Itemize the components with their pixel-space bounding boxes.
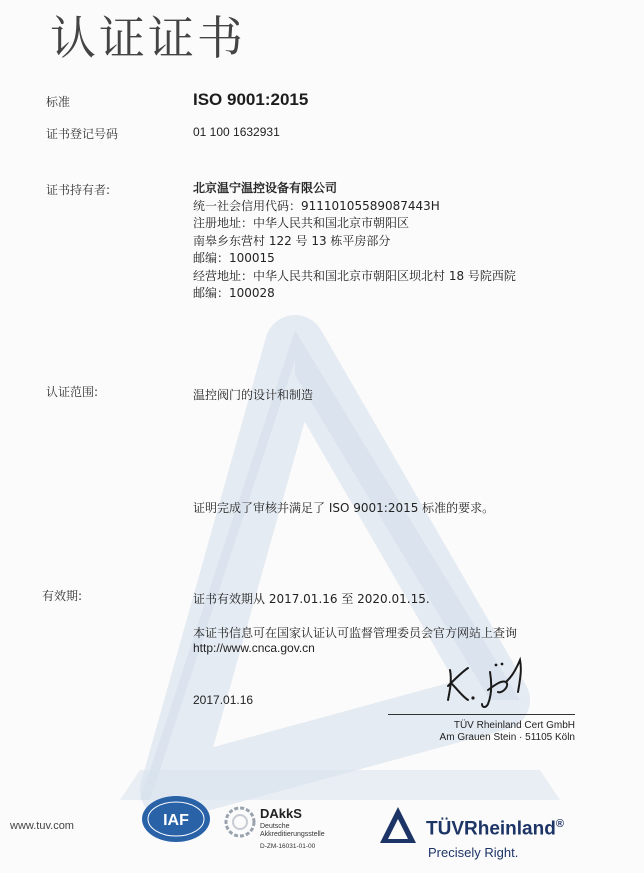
issue-date: 2017.01.16 <box>193 693 254 707</box>
holder-biz-postcode: 邮编：100028 <box>193 286 275 300</box>
tuv-registered-mark: ® <box>555 818 564 830</box>
dakks-sub2: Akkreditierungsstelle <box>260 831 325 838</box>
dakks-name: DAkkS <box>260 806 302 821</box>
footer-website[interactable]: www.tuv.com <box>10 820 74 832</box>
tuv-brand-text: TÜVRheinland <box>426 818 556 840</box>
iaf-label: IAF <box>163 812 189 829</box>
issuer-block <box>388 720 575 744</box>
signature-line <box>388 714 575 715</box>
holder-biz-address: 经营地址：中华人民共和国北京市朝阳区坝北村 18 号院西院 <box>193 268 516 283</box>
standard-value: ISO 9001:2015 <box>193 90 309 109</box>
compliance-statement: 证明完成了审核并满足了 ISO 9001:2015 标准的要求。 <box>193 501 495 515</box>
tuv-triangle-icon <box>378 805 418 847</box>
issuer-name: TÜV Rheinland Cert GmbH <box>453 720 575 731</box>
holder-reg-address-2: 南皋乡东营村 122 号 13 栋平房部分 <box>193 233 391 248</box>
dakks-logo <box>222 800 352 856</box>
iaf-logo <box>140 794 212 844</box>
holder-reg-address-1: 注册地址：中华人民共和国北京市朝阳区 <box>193 216 410 230</box>
holder-label: 证书持有者: <box>46 183 111 197</box>
cnca-info-line: 本证书信息可在国家认证认可监督管理委员会官方网站上查询 <box>193 626 518 640</box>
validity-label: 有效期: <box>42 589 83 603</box>
scope-value: 温控阀门的设计和制造 <box>193 388 314 402</box>
holder-credit-code: 统一社会信用代码：91110105589087443H <box>193 198 440 213</box>
registration-value: 01 100 1632931 <box>193 125 280 139</box>
standard-label: 标准 <box>46 95 71 109</box>
tuv-brand <box>426 818 564 840</box>
dakks-code: D-ZM-16031-01-00 <box>260 843 316 850</box>
holder-reg-postcode: 邮编：100015 <box>193 251 275 265</box>
holder-details <box>193 180 516 303</box>
certificate-title: 认证证书 <box>50 11 246 65</box>
registration-label: 证书登记号码 <box>46 127 119 141</box>
cnca-url[interactable]: http://www.cnca.gov.cn <box>193 641 315 655</box>
issuer-address: Am Grauen Stein · 51105 Köln <box>439 732 575 743</box>
signature <box>440 650 550 710</box>
tuv-tagline: Precisely Right. <box>428 845 519 860</box>
dakks-sub1: Deutsche <box>260 823 290 830</box>
scope-label: 认证范围: <box>46 385 99 399</box>
holder-company: 北京温宁温控设备有限公司 <box>193 181 338 195</box>
validity-value: 证书有效期从 2017.01.16 至 2020.01.15. <box>193 592 430 606</box>
